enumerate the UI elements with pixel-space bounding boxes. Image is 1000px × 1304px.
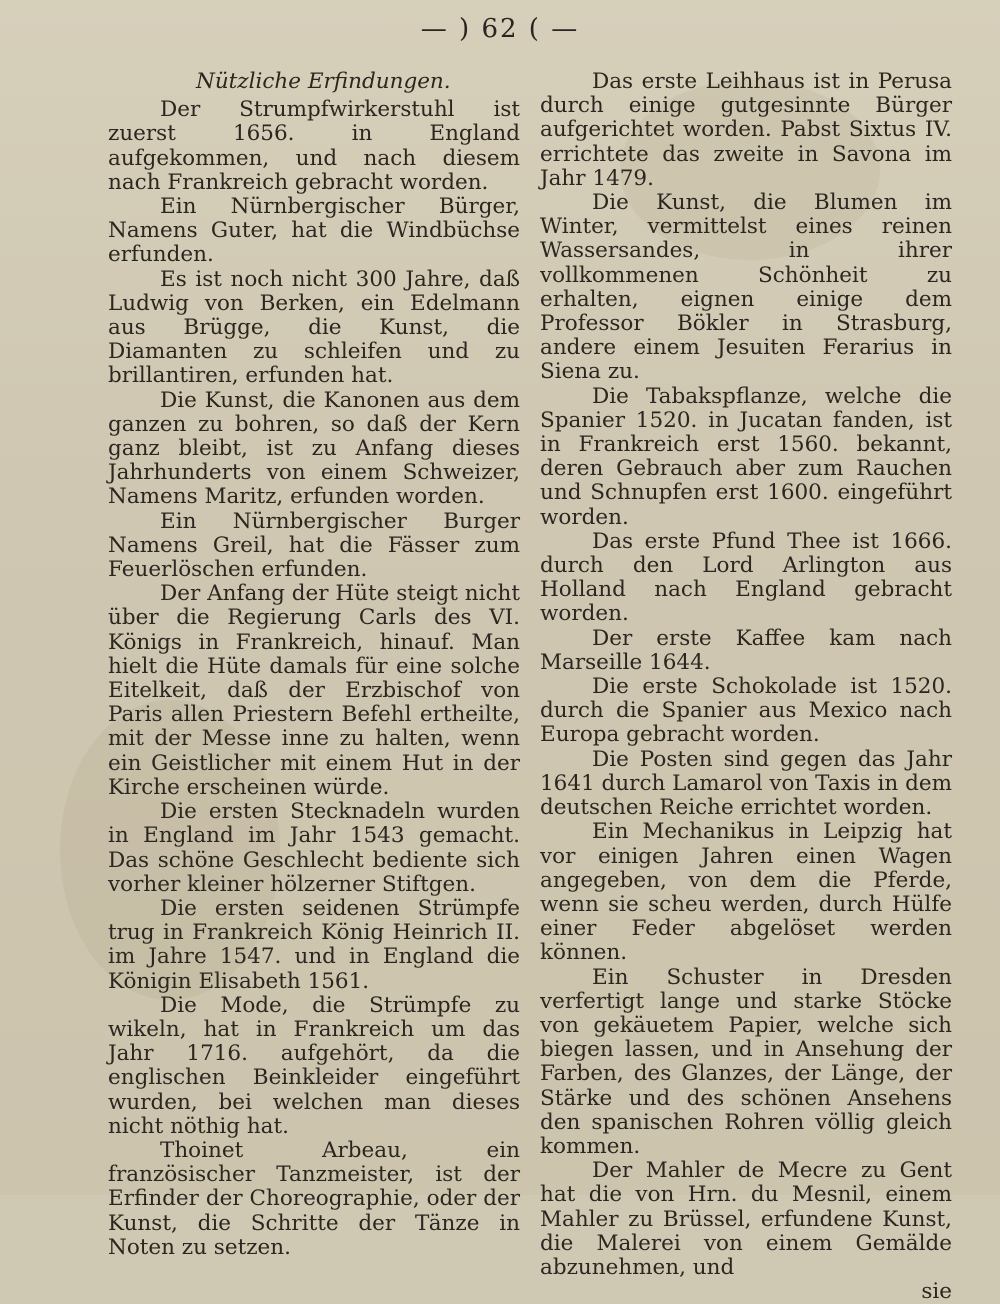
- paragraph: Ein Nürnbergischer Bürger, Namens Guter, hat die Windbüchse erfunden.: [108, 194, 520, 268]
- paragraph: Die Posten sind gegen das Jahr 1641 durch Lamarol von Taxis in dem deutschen Reiche errichtet worden.: [540, 746, 952, 821]
- paragraph: Die Kunst, die Kanonen aus dem ganzen zu bohren, so daß der Kern ganz bleibt, ist zu Anfang dieses Jahrhunderts von einem Schweizer, Namens Maritz, erfunden worden.: [108, 387, 520, 510]
- paragraph: Die erste Schokolade ist 1520. durch die Spanier aus Mexico nach Europa gebracht worden.: [540, 674, 952, 748]
- paragraph: Der Anfang der Hüte steigt nicht über die Regierung Carls des VI. Königs in Frankreich, hinauf. Man hielt die Hüte damals für eine solche Eitelkeit, daß der Erzbischof von Paris allen Priestern Befehl ertheilte, mit der Messe inne zu halten, wenn ein Geistlicher mit einem Hut in der Kirche erscheinen würde.: [108, 581, 520, 800]
- catchword: sie: [921, 1279, 952, 1304]
- paragraph: Das erste Leihhaus ist in Perusa durch einige gutgesinnte Bürger aufgerichtet worden. Pabst Sixtus IV. errichtete das zweite in Savona im Jahr 1479.: [540, 69, 952, 191]
- section-heading: Nützliche Erfindungen.: [196, 69, 451, 94]
- paragraph: Die ersten Stecknadeln wurden in England im Jahr 1543 gemacht. Das schöne Geschlecht bediente sich vorher kleiner hölzerner Stiftgen.: [108, 799, 520, 897]
- right-column: [540, 70, 952, 1304]
- paragraph: Die ersten seidenen Strümpfe trug in Frankreich König Heinrich II. im Jahre 1547. und in England die Königin Elisabeth 1561.: [108, 895, 520, 994]
- paragraph: Das erste Pfund Thee ist 1666. durch den Lord Arlington aus Holland nach England gebracht worden.: [540, 528, 952, 627]
- paragraph: Die Kunst, die Blumen im Winter, vermittelst eines reinen Wassersandes, in ihrer vollkommenen Schönheit zu erhalten, eignen einige dem Professor Bökler in Strasburg, andere einem Jesuiten Ferarius in Siena zu.: [540, 190, 952, 385]
- page-header: — ) 62 ( —: [420, 14, 580, 44]
- paragraph: Die Mode, die Strümpfe zu wikeln, hat in Frankreich um das Jahr 1716. aufgehört, da die englischen Beinkleider eingeführt wurden, bei welchen man dieses nicht nöthig hat.: [108, 992, 520, 1139]
- left-column: [108, 70, 520, 1260]
- paragraph: Ein Mechanikus in Leipzig hat vor einigen Jahren einen Wagen angegeben, von dem die Pferde, wenn sie scheu werden, durch Hülfe einer Feder abgelöset werden können.: [540, 819, 952, 966]
- paragraph: Ein Schuster in Dresden verfertigt lange und starke Stöcke von gekäuetem Papier, welche sich biegen lassen, und in Ansehung der Farben, des Glanzes, der Länge, der Stärke und des schönen Ansehens den spanischen Rohren völlig gleich kommen.: [540, 964, 952, 1159]
- paragraph: Ein Nürnbergischer Burger Namens Greil, hat die Fässer zum Feuerlöschen erfunden.: [108, 508, 520, 583]
- paragraph: Der Mahler de Mecre zu Gent hat die von Hrn. du Mesnil, einem Mahler zu Brüssel, erfundene Kunst, die Malerei von einem Gemälde abzunehmen, und: [540, 1158, 952, 1280]
- paragraph: Der Strumpfwirkerstuhl ist zuerst 1656. in England aufgekommen, und nach diesem nach Frankreich gebracht worden.: [108, 97, 520, 195]
- paragraph: Es ist noch nicht 300 Jahre, daß Ludwig von Berken, ein Edelmann aus Brügge, die Kunst, die Diamanten zu schleifen und zu brillantiren, erfunden hat.: [108, 266, 520, 389]
- paragraph: Thoinet Arbeau, ein französischer Tanzmeister, ist der Erfinder der Choreographie, oder der Kunst, die Schritte der Tänze in Noten zu setzen.: [108, 1137, 520, 1260]
- paragraph: Die Tabakspflanze, welche die Spanier 1520. in Jucatan fanden, ist in Frankreich erst 1560. bekannt, deren Gebrauch aber zum Rauchen und Schnupfen erst 1600. eingeführt worden.: [540, 383, 952, 530]
- paragraph: Der erste Kaffee kam nach Marseille 1644.: [540, 625, 952, 675]
